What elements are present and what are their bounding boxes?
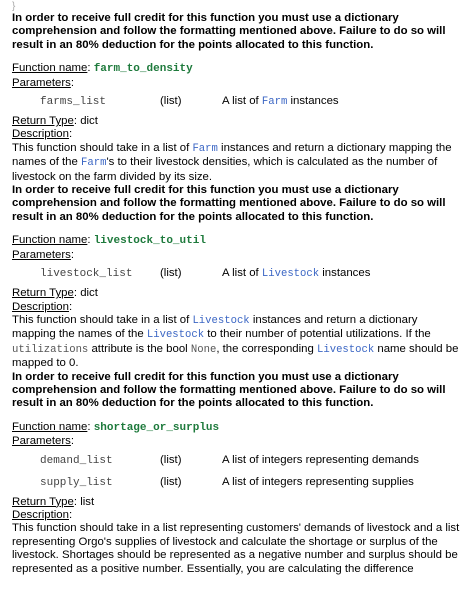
parameter-name: supply_list	[40, 476, 113, 489]
closing-brace: }	[12, 1, 16, 12]
parameter-type: (list)	[160, 267, 182, 280]
function-section-livestock-to-util	[12, 234, 464, 410]
function-name-line: Function name: shortage_or_surplus	[12, 420, 220, 434]
function-section-farm-to-density	[12, 62, 464, 224]
parameter-type: (list)	[160, 95, 182, 108]
function-name-label: Function name	[12, 420, 88, 433]
function-name-value: shortage_or_surplus	[93, 421, 220, 434]
parameter-row	[12, 90, 464, 112]
function-name-label: Function name	[12, 234, 88, 247]
warning-paragraph-2: In order to receive full credit for this function you must use a dictionary comprehension and follow the formatting mentioned above. Failure to do so will result in an 80% deduction for the points allocated to this function.	[12, 184, 446, 223]
parameter-description: A list of Farm instances	[222, 95, 339, 109]
function-name-value: livestock_to_util	[93, 235, 206, 248]
parameter-row	[12, 471, 464, 493]
function-name-line: Function name: livestock_to_util	[12, 234, 206, 248]
description-heading: Description:	[12, 128, 73, 141]
parameter-row	[12, 262, 464, 284]
description-text: This function should take in a list of Farm instances and return a dictionary mapping the names of the Farm's to their livestock densities, which is calculated as the number of livestock on the farm divided by its size.	[12, 141, 452, 183]
return-type-line: Return Type: dict	[12, 287, 98, 300]
description-text: This function should take in a list of Livestock instances and return a dictionary mapping the names of the Livestock to their number of potential utilizations. If the utilizations attribute is the bool None, the corresponding Livestock name should be mapped to 0.	[12, 313, 459, 370]
parameters-heading: Parameters:	[12, 435, 75, 448]
parameters-heading: Parameters:	[12, 248, 75, 261]
return-type-value: list	[80, 495, 95, 508]
return-type-value: dict	[80, 115, 98, 128]
function-name-line: Function name: farm_to_density	[12, 62, 193, 76]
warning-paragraph-1: In order to receive full credit for this function you must use a dictionary comprehension and follow the formatting mentioned above. Failure to do so will result in an 80% deduction for the points allocated to this function.	[12, 12, 446, 51]
parameter-type: (list)	[160, 453, 182, 466]
parameter-name: livestock_list	[40, 268, 133, 281]
return-type-line: Return Type: list	[12, 495, 95, 508]
description-heading: Description:	[12, 508, 73, 521]
function-name-label: Function name	[12, 62, 88, 75]
parameter-type: (list)	[160, 475, 182, 488]
description-text: This function should take in a list representing customers' demands of livestock and a list representing Orgo's supplies of livestock and calculate the shortage or surplus of the livestock. Shortages should be represented as a negative number and surplus should be represented as a positive number. Essentially, you are calculating the difference	[12, 522, 460, 575]
parameter-row	[12, 449, 464, 471]
parameters-heading: Parameters:	[12, 76, 75, 89]
description-heading: Description:	[12, 300, 73, 313]
parameter-description: A list of Livestock instances	[222, 267, 371, 281]
function-section-shortage-or-surplus	[12, 421, 464, 576]
parameter-name: demand_list	[40, 454, 113, 467]
warning-paragraph-3: In order to receive full credit for this function you must use a dictionary comprehension and follow the formatting mentioned above. Failure to do so will result in an 80% deduction for the points allocated to this function.	[12, 370, 446, 410]
function-name-value: farm_to_density	[93, 63, 193, 76]
parameter-description: A list of integers representing supplies	[222, 475, 414, 488]
parameter-name: farms_list	[40, 96, 107, 109]
return-type-value: dict	[80, 287, 98, 300]
document-page	[12, 2, 464, 576]
parameter-description: A list of integers representing demands	[222, 453, 419, 466]
return-type-line: Return Type: dict	[12, 115, 98, 128]
